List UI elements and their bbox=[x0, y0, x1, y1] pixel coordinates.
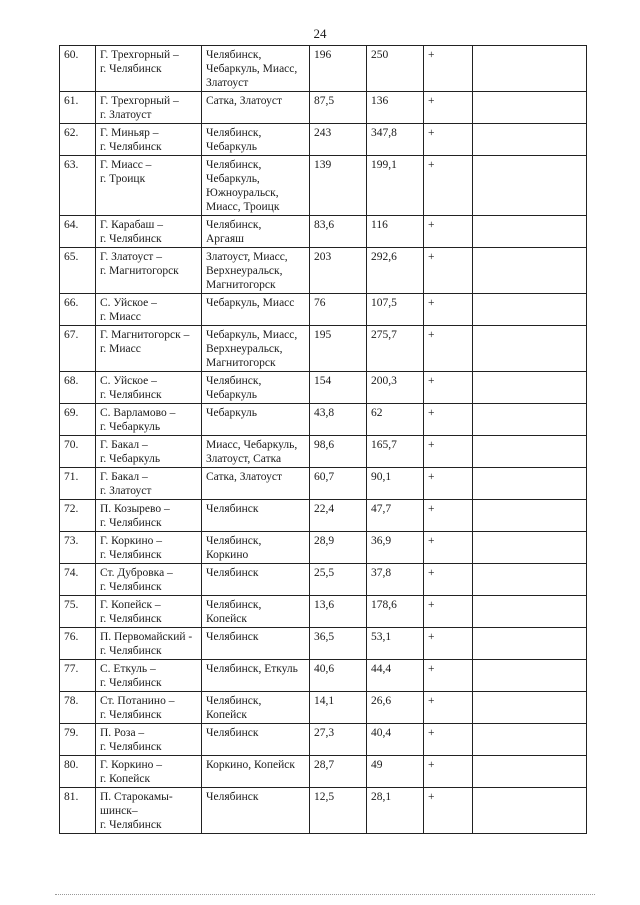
note-cell bbox=[473, 756, 587, 788]
table-row bbox=[60, 788, 587, 834]
route-name-cell: Г. Бакал – г. Златоуст bbox=[96, 468, 202, 500]
distance-value-cell: 196 bbox=[310, 46, 367, 92]
table-row bbox=[60, 500, 587, 532]
second-value-cell: 292,6 bbox=[367, 248, 424, 294]
note-cell bbox=[473, 532, 587, 564]
row-number-cell: 74. bbox=[60, 564, 96, 596]
plus-mark-cell: + bbox=[424, 468, 473, 500]
route-name-cell: П. Старокамы- шинск– г. Челябинск bbox=[96, 788, 202, 834]
note-cell bbox=[473, 788, 587, 834]
route-via-cell: Челябинск, Чебаркуль bbox=[202, 124, 310, 156]
row-number-cell: 60. bbox=[60, 46, 96, 92]
second-value-cell: 347,8 bbox=[367, 124, 424, 156]
second-value-cell: 107,5 bbox=[367, 294, 424, 326]
row-number-cell: 69. bbox=[60, 404, 96, 436]
route-name-cell: Г. Трехгорный – г. Челябинск bbox=[96, 46, 202, 92]
plus-mark-cell: + bbox=[424, 564, 473, 596]
route-via-cell: Сатка, Златоуст bbox=[202, 468, 310, 500]
second-value-cell: 28,1 bbox=[367, 788, 424, 834]
plus-mark-cell: + bbox=[424, 756, 473, 788]
table-row bbox=[60, 628, 587, 660]
plus-mark-cell: + bbox=[424, 692, 473, 724]
second-value-cell: 62 bbox=[367, 404, 424, 436]
note-cell bbox=[473, 500, 587, 532]
row-number-cell: 65. bbox=[60, 248, 96, 294]
distance-value-cell: 14,1 bbox=[310, 692, 367, 724]
plus-mark-cell: + bbox=[424, 436, 473, 468]
table-row bbox=[60, 724, 587, 756]
plus-mark-cell: + bbox=[424, 500, 473, 532]
note-cell bbox=[473, 660, 587, 692]
table-row bbox=[60, 692, 587, 724]
note-cell bbox=[473, 596, 587, 628]
route-name-cell: Г. Коркино – г. Копейск bbox=[96, 756, 202, 788]
second-value-cell: 275,7 bbox=[367, 326, 424, 372]
route-via-cell: Челябинск, Чебаркуль, Миасс, Златоуст bbox=[202, 46, 310, 92]
route-name-cell: Г. Миасс – г. Троицк bbox=[96, 156, 202, 216]
table-row bbox=[60, 468, 587, 500]
row-number-cell: 73. bbox=[60, 532, 96, 564]
route-name-cell: Г. Магнитогорск – г. Миасс bbox=[96, 326, 202, 372]
note-cell bbox=[473, 248, 587, 294]
row-number-cell: 70. bbox=[60, 436, 96, 468]
plus-mark-cell: + bbox=[424, 156, 473, 216]
second-value-cell: 136 bbox=[367, 92, 424, 124]
route-via-cell: Миасс, Чебаркуль, Златоуст, Сатка bbox=[202, 436, 310, 468]
route-via-cell: Челябинск, Чебаркуль bbox=[202, 372, 310, 404]
second-value-cell: 47,7 bbox=[367, 500, 424, 532]
distance-value-cell: 87,5 bbox=[310, 92, 367, 124]
route-name-cell: С. Еткуль – г. Челябинск bbox=[96, 660, 202, 692]
second-value-cell: 26,6 bbox=[367, 692, 424, 724]
table-row bbox=[60, 92, 587, 124]
row-number-cell: 61. bbox=[60, 92, 96, 124]
route-via-cell: Чебаркуль, Миасс, Верхнеуральск, Магнитогорск bbox=[202, 326, 310, 372]
route-name-cell: Г. Миньяр – г. Челябинск bbox=[96, 124, 202, 156]
route-name-cell: Г. Трехгорный – г. Златоуст bbox=[96, 92, 202, 124]
route-via-cell: Челябинск, Копейск bbox=[202, 692, 310, 724]
table-row bbox=[60, 248, 587, 294]
route-via-cell: Челябинск bbox=[202, 500, 310, 532]
distance-value-cell: 195 bbox=[310, 326, 367, 372]
route-via-cell: Златоуст, Миасс, Верхнеуральск, Магнитогорск bbox=[202, 248, 310, 294]
row-number-cell: 71. bbox=[60, 468, 96, 500]
row-number-cell: 72. bbox=[60, 500, 96, 532]
plus-mark-cell: + bbox=[424, 532, 473, 564]
route-name-cell: Г. Бакал – г. Чебаркуль bbox=[96, 436, 202, 468]
page-bottom-divider bbox=[55, 894, 595, 895]
plus-mark-cell: + bbox=[424, 326, 473, 372]
plus-mark-cell: + bbox=[424, 92, 473, 124]
route-name-cell: П. Козырево – г. Челябинск bbox=[96, 500, 202, 532]
table-row bbox=[60, 216, 587, 248]
second-value-cell: 40,4 bbox=[367, 724, 424, 756]
distance-value-cell: 98,6 bbox=[310, 436, 367, 468]
plus-mark-cell: + bbox=[424, 788, 473, 834]
row-number-cell: 75. bbox=[60, 596, 96, 628]
note-cell bbox=[473, 564, 587, 596]
note-cell bbox=[473, 216, 587, 248]
table-row bbox=[60, 404, 587, 436]
route-via-cell: Челябинск, Коркино bbox=[202, 532, 310, 564]
distance-value-cell: 28,9 bbox=[310, 532, 367, 564]
second-value-cell: 199,1 bbox=[367, 156, 424, 216]
distance-value-cell: 60,7 bbox=[310, 468, 367, 500]
note-cell bbox=[473, 156, 587, 216]
table-row bbox=[60, 156, 587, 216]
distance-value-cell: 12,5 bbox=[310, 788, 367, 834]
note-cell bbox=[473, 628, 587, 660]
route-via-cell: Челябинск bbox=[202, 788, 310, 834]
plus-mark-cell: + bbox=[424, 124, 473, 156]
table-row bbox=[60, 372, 587, 404]
row-number-cell: 67. bbox=[60, 326, 96, 372]
second-value-cell: 90,1 bbox=[367, 468, 424, 500]
route-name-cell: Ст. Дубровка – г. Челябинск bbox=[96, 564, 202, 596]
note-cell bbox=[473, 124, 587, 156]
distance-value-cell: 203 bbox=[310, 248, 367, 294]
row-number-cell: 62. bbox=[60, 124, 96, 156]
route-name-cell: С. Уйское – г. Челябинск bbox=[96, 372, 202, 404]
row-number-cell: 81. bbox=[60, 788, 96, 834]
plus-mark-cell: + bbox=[424, 628, 473, 660]
distance-value-cell: 36,5 bbox=[310, 628, 367, 660]
route-name-cell: Г. Коркино – г. Челябинск bbox=[96, 532, 202, 564]
table-row bbox=[60, 532, 587, 564]
distance-value-cell: 243 bbox=[310, 124, 367, 156]
note-cell bbox=[473, 46, 587, 92]
row-number-cell: 63. bbox=[60, 156, 96, 216]
route-via-cell: Челябинск bbox=[202, 628, 310, 660]
distance-value-cell: 27,3 bbox=[310, 724, 367, 756]
row-number-cell: 79. bbox=[60, 724, 96, 756]
route-via-cell: Челябинск, Копейск bbox=[202, 596, 310, 628]
table-row bbox=[60, 756, 587, 788]
row-number-cell: 68. bbox=[60, 372, 96, 404]
row-number-cell: 77. bbox=[60, 660, 96, 692]
route-name-cell: Ст. Потанино – г. Челябинск bbox=[96, 692, 202, 724]
second-value-cell: 44,4 bbox=[367, 660, 424, 692]
route-name-cell: Г. Копейск – г. Челябинск bbox=[96, 596, 202, 628]
route-via-cell: Челябинск, Еткуль bbox=[202, 660, 310, 692]
distance-value-cell: 76 bbox=[310, 294, 367, 326]
second-value-cell: 36,9 bbox=[367, 532, 424, 564]
route-name-cell: П. Первомайский - г. Челябинск bbox=[96, 628, 202, 660]
route-via-cell: Челябинск bbox=[202, 724, 310, 756]
route-name-cell: С. Уйское – г. Миасс bbox=[96, 294, 202, 326]
note-cell bbox=[473, 92, 587, 124]
distance-value-cell: 43,8 bbox=[310, 404, 367, 436]
distance-value-cell: 83,6 bbox=[310, 216, 367, 248]
route-via-cell: Челябинск, Аргаяш bbox=[202, 216, 310, 248]
second-value-cell: 250 bbox=[367, 46, 424, 92]
note-cell bbox=[473, 326, 587, 372]
distance-value-cell: 28,7 bbox=[310, 756, 367, 788]
plus-mark-cell: + bbox=[424, 724, 473, 756]
row-number-cell: 80. bbox=[60, 756, 96, 788]
second-value-cell: 49 bbox=[367, 756, 424, 788]
row-number-cell: 78. bbox=[60, 692, 96, 724]
page-number: 24 bbox=[313, 26, 327, 41]
second-value-cell: 178,6 bbox=[367, 596, 424, 628]
plus-mark-cell: + bbox=[424, 404, 473, 436]
table-row bbox=[60, 294, 587, 326]
distance-value-cell: 22,4 bbox=[310, 500, 367, 532]
second-value-cell: 53,1 bbox=[367, 628, 424, 660]
table-row bbox=[60, 46, 587, 92]
routes-table-body bbox=[60, 46, 587, 834]
distance-value-cell: 40,6 bbox=[310, 660, 367, 692]
route-name-cell: С. Варламово – г. Чебаркуль bbox=[96, 404, 202, 436]
route-via-cell: Челябинск, Чебаркуль, Южноуральск, Миасс, Троицк bbox=[202, 156, 310, 216]
route-via-cell: Чебаркуль bbox=[202, 404, 310, 436]
route-via-cell: Чебаркуль, Миасс bbox=[202, 294, 310, 326]
table-row bbox=[60, 564, 587, 596]
row-number-cell: 64. bbox=[60, 216, 96, 248]
table-row bbox=[60, 124, 587, 156]
table-row bbox=[60, 326, 587, 372]
plus-mark-cell: + bbox=[424, 660, 473, 692]
note-cell bbox=[473, 372, 587, 404]
note-cell bbox=[473, 294, 587, 326]
note-cell bbox=[473, 404, 587, 436]
row-number-cell: 76. bbox=[60, 628, 96, 660]
note-cell bbox=[473, 692, 587, 724]
distance-value-cell: 139 bbox=[310, 156, 367, 216]
second-value-cell: 116 bbox=[367, 216, 424, 248]
distance-value-cell: 154 bbox=[310, 372, 367, 404]
second-value-cell: 200,3 bbox=[367, 372, 424, 404]
route-name-cell: Г. Карабаш – г. Челябинск bbox=[96, 216, 202, 248]
plus-mark-cell: + bbox=[424, 46, 473, 92]
second-value-cell: 165,7 bbox=[367, 436, 424, 468]
table-row bbox=[60, 436, 587, 468]
note-cell bbox=[473, 724, 587, 756]
route-name-cell: П. Роза – г. Челябинск bbox=[96, 724, 202, 756]
route-via-cell: Сатка, Златоуст bbox=[202, 92, 310, 124]
plus-mark-cell: + bbox=[424, 216, 473, 248]
distance-value-cell: 25,5 bbox=[310, 564, 367, 596]
table-row bbox=[60, 660, 587, 692]
distance-value-cell: 13,6 bbox=[310, 596, 367, 628]
plus-mark-cell: + bbox=[424, 596, 473, 628]
plus-mark-cell: + bbox=[424, 372, 473, 404]
plus-mark-cell: + bbox=[424, 294, 473, 326]
table-row bbox=[60, 596, 587, 628]
row-number-cell: 66. bbox=[60, 294, 96, 326]
note-cell bbox=[473, 468, 587, 500]
route-via-cell: Коркино, Копейск bbox=[202, 756, 310, 788]
routes-table bbox=[59, 45, 587, 834]
route-name-cell: Г. Златоуст – г. Магнитогорск bbox=[96, 248, 202, 294]
note-cell bbox=[473, 436, 587, 468]
second-value-cell: 37,8 bbox=[367, 564, 424, 596]
plus-mark-cell: + bbox=[424, 248, 473, 294]
route-via-cell: Челябинск bbox=[202, 564, 310, 596]
